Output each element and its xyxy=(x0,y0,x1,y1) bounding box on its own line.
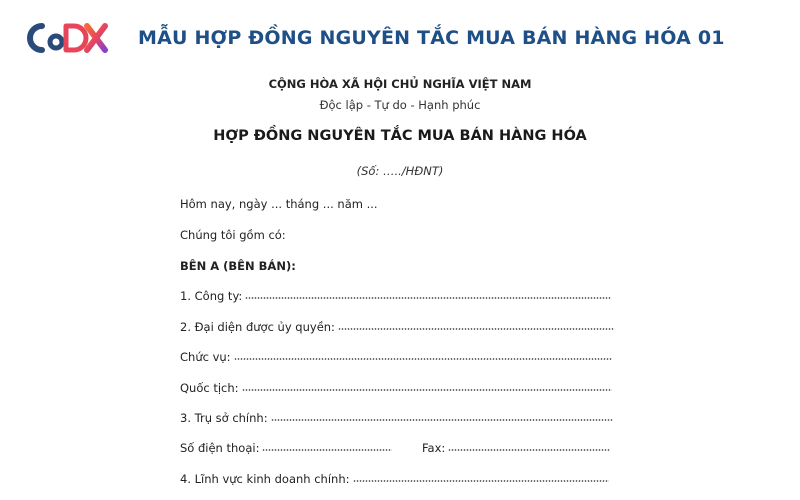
phone-field xyxy=(180,441,392,457)
position-label: Chức vụ: xyxy=(180,350,231,364)
phone-blank xyxy=(262,449,392,451)
national-motto: Độc lập - Tự do - Hạnh phúc xyxy=(319,98,481,112)
company-label: 1. Công ty: xyxy=(180,289,243,303)
fax-field xyxy=(422,441,610,457)
position-field xyxy=(180,350,612,366)
headquarters-field xyxy=(180,411,613,427)
contract-title: HỢP ĐỒNG NGUYÊN TẮC MUA BÁN HÀNG HÓA xyxy=(213,128,587,144)
position-blank xyxy=(234,358,612,360)
business-field xyxy=(180,472,609,488)
national-title: CỘNG HÒA XÃ HỘI CHỦ NGHĨA VIỆT NAM xyxy=(268,77,532,91)
contract-number: (Số: …../HĐNT) xyxy=(356,164,444,178)
page-heading: MẪU HỢP ĐỒNG NGUYÊN TẮC MUA BÁN HÀNG HÓA 01 xyxy=(138,27,725,49)
company-blank xyxy=(245,297,611,299)
party-a-heading: BÊN A (BÊN BÁN): xyxy=(180,259,296,273)
representative-label: 2. Đại diện được ủy quyền: xyxy=(180,320,335,334)
phone-label: Số điện thoại: xyxy=(180,441,260,455)
business-blank xyxy=(353,480,609,482)
codx-logo-icon xyxy=(24,18,108,58)
nationality-blank xyxy=(242,389,612,391)
nationality-label: Quốc tịch: xyxy=(180,381,239,395)
business-label: 4. Lĩnh vực kinh doanh chính: xyxy=(180,472,350,486)
codx-logo xyxy=(24,18,108,58)
headquarters-blank xyxy=(271,419,613,421)
headquarters-label: 3. Trụ sở chính: xyxy=(180,411,268,425)
nationality-field xyxy=(180,381,612,397)
fax-blank xyxy=(448,449,610,451)
parties-intro: Chúng tôi gồm có: xyxy=(180,228,286,242)
contract-document xyxy=(0,72,800,500)
fax-label: Fax: xyxy=(422,441,446,455)
company-field xyxy=(180,289,611,305)
representative-blank xyxy=(338,328,614,330)
page-header xyxy=(0,0,800,72)
date-line: Hôm nay, ngày ... tháng ... năm ... xyxy=(180,197,378,211)
representative-field xyxy=(180,320,614,336)
